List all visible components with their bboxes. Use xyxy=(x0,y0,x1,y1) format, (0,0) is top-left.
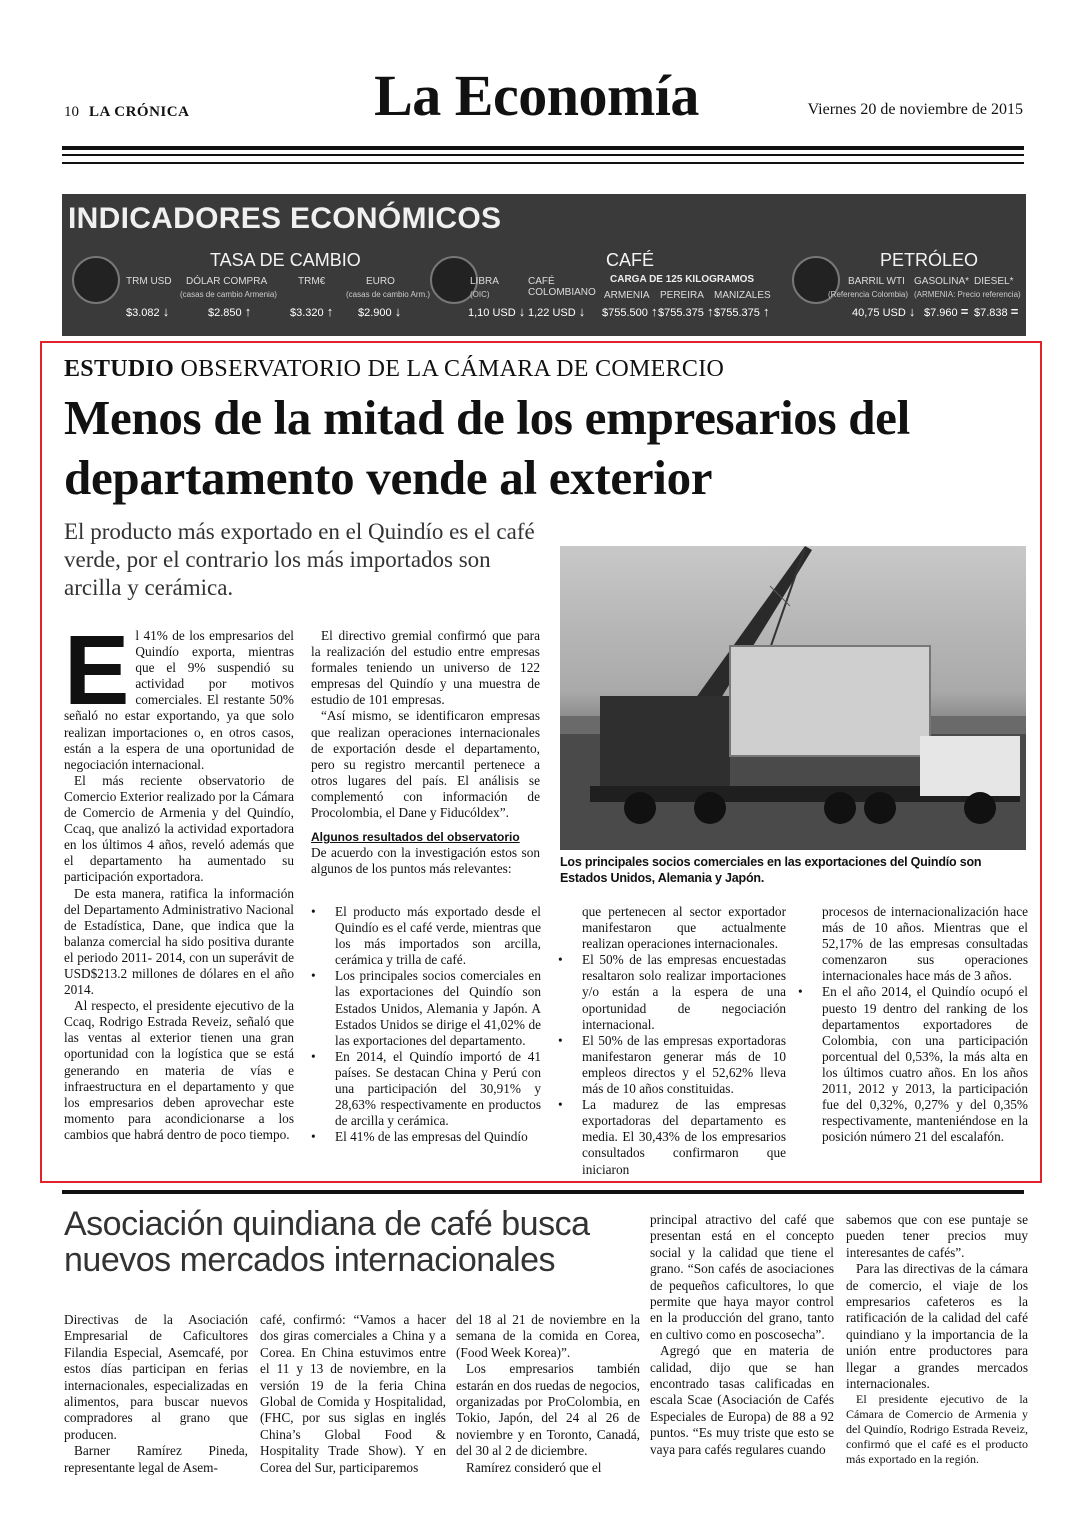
coffee-section: CAFÉ xyxy=(606,250,655,270)
indicator-value: 1,10 USD ↓ xyxy=(468,304,526,319)
paragraph: sabemos que con ese puntaje se pueden tener precios muy interesantes de cafés”. xyxy=(846,1212,1028,1260)
indicator-value: $3.082 ↓ xyxy=(126,304,170,319)
kicker-bold: ESTUDIO xyxy=(64,356,175,382)
list-item: • En el año 2014, el Quindío ocupó el puesto 19 dentro del ranking de los departamentos exportadores de Colombia, con una participación porcentual del 0,53%, la más alta en los últimos cuatro años. En los años 2011, 2012 y 2013, la participación fue del 0,32%, 0,27% y del 0,35% respectivamente, manteniéndose en la posición número 21 del escalafón. xyxy=(798,984,1028,1145)
paragraph: Directivas de la Asociación Empresarial de Caficultores Filandia Especial, Asemcafé, por estos días participan en ferias internacionales, especializadas en alimentos, para buscar nuevos compradores al grano que producen. xyxy=(64,1312,248,1442)
list-item-continued: procesos de internacionalización hace más de 10 años. Mientras que el 52,17% de las empresas consultadas comenzaron sus operaciones internacionales hace más de 3 años. xyxy=(822,904,1028,984)
indicator-label: EURO xyxy=(366,276,395,287)
paper-name: LA CRÓNICA xyxy=(89,104,190,120)
paragraph: l 41% de los empresarios del Quindío exporta, mientras que el 9% suspendió su actividad por motivos comerciales. El restante 50% señaló no estar exportando, ya que solo realizan importaciones o, en otros casos, están a la espera de una oportunidad de negociación internacional. xyxy=(64,628,294,772)
sidebar-intro: De acuerdo con la investigación estos son algunos de los puntos más relevantes: xyxy=(311,845,540,877)
indicator-label: GASOLINA* xyxy=(914,276,970,287)
indicator-value: 1,22 USD ↓ xyxy=(528,304,586,319)
paragraph: principal atractivo del café que presentan está en el concepto social y la calidad que tiene el grano. “Son cafés de asociaciones de pequeños caficultores, lo que permite que haya mayor control en la producción del grano, tanto en cultivo como en poscosecha”. xyxy=(650,1212,834,1342)
arrow-down-icon: ↓ xyxy=(908,304,916,319)
crane-truck-photo xyxy=(560,546,1026,850)
arrow-down-icon: ↓ xyxy=(394,304,402,319)
results-list-col-1 xyxy=(311,904,541,1145)
indicator-label: ARMENIA xyxy=(604,290,650,301)
indicator-label: PEREIRA xyxy=(660,290,704,301)
paragraph: café, confirmó: “Vamos a hacer dos giras comerciales a China y a Corea. En China estuvimos entre el 11 y 13 de noviembre, en la versión 19 de la feria China Global de Comida y Hospitalidad, (FHC, por sus siglas en inglés China’s Global Food & Hospitality Trade Show). Y en Corea del Sur, participaremos xyxy=(260,1312,446,1475)
exchange-rate-section: TASA DE CAMBIO xyxy=(210,250,361,270)
indicator-value: $755.375 ↑ xyxy=(714,304,770,319)
list-item: • El 50% de las empresas exportadoras manifestaron generar más de 10 empleos directos y el 52,62% lleva más de 10 años constituidas. xyxy=(558,1033,786,1097)
article-kicker xyxy=(64,356,724,383)
indicator-value: $755.375 ↑ xyxy=(658,304,714,319)
paragraph: Para las directivas de la cámara de comercio, el viaje de los empresarios cafeteros es la ratificación de la calidad del café quindiano y la importancia de la unión entre productores para llegar a grandes mercados internacionales. xyxy=(846,1261,1028,1392)
coffee-section-sub: CARGA DE 125 KILOGRAMOS xyxy=(610,274,755,285)
indicator-value: $3.320 ↑ xyxy=(290,304,334,319)
indicator-sub: (OIC) xyxy=(470,290,490,299)
article-deck: El producto más exportado en el Quindío es el café verde, por el contrario los más importados son arcilla y cerámica. xyxy=(64,519,535,600)
section-title: La Economía xyxy=(374,63,699,128)
indicator-label: CAFÉ COLOMBIANO xyxy=(528,276,596,298)
article-column-1 xyxy=(64,615,295,1143)
article-column-2 xyxy=(311,628,540,877)
indicator-label: DÓLAR COMPRA xyxy=(186,276,268,287)
economic-indicators-bar xyxy=(62,194,1026,336)
paragraph: Los empresarios también estarán en dos ruedas de negocios, organizadas por ProColombia, en Tokio, Japón, del 24 al 26 de noviembre y en Toronto, Canadá, del 30 al 2 de diciembre. xyxy=(456,1361,640,1459)
indicator-value: $2.850 ↑ xyxy=(208,304,252,319)
article2-column-5 xyxy=(846,1212,1028,1467)
oil-section: PETRÓLEO xyxy=(880,250,979,270)
list-item-continued: que pertenecen al sector exportador manifestaron que actualmente realizan operaciones internacionales. xyxy=(582,904,786,952)
photo-illustration xyxy=(560,546,1026,850)
indicator-sub: (ARMENIA: Precio referencia) xyxy=(914,290,1021,299)
photo-caption: Los principales socios comerciales en las exportaciones del Quindío son Estados Unidos, Alemania y Japón. xyxy=(560,855,982,885)
arrow-up-icon: ↑ xyxy=(326,304,334,319)
indicator-value: 40,75 USD ↓ xyxy=(852,304,916,319)
indicator-value: $2.900 ↓ xyxy=(358,304,402,319)
header-rule xyxy=(62,162,1024,164)
list-item: • El 50% de las empresas encuestadas resaltaron solo realizar importaciones y/o están a la espera de una oportunidad de negociación internacional. xyxy=(558,952,786,1032)
dollar-bill-icon xyxy=(72,256,120,304)
paragraph: De esta manera, ratifica la información del Departamento Administrativo Nacional de Estadística, Dane, que indica que la balanza comercial ha sido positiva durante el periodo 2011- 2014, con un superávit de USD$213.2 millones de dólares en el año 2014. xyxy=(64,885,294,998)
paragraph-small: El presidente ejecutivo de la Cámara de Comercio de Armenia y del Quindío, Rodrigo Estrada Reveiz, confirmó que el café es el producto más exportado en la región. xyxy=(846,1392,1028,1467)
drop-cap: E xyxy=(64,615,130,725)
page-number: 10 xyxy=(64,104,79,120)
indicator-label: LIBRA xyxy=(470,276,499,287)
paragraph: Ramírez consideró que el xyxy=(466,1459,602,1475)
arrow-up-icon: ↑ xyxy=(650,304,658,319)
list-item: • Los principales socios comerciales en las exportaciones del Quindío son Estados Unidos, Alemania y Japón. A Estados Unidos se dirige el 41,02% de las exportaciones del departamento. xyxy=(311,968,541,1048)
article2-headline: Asociación quindiana de café busca nuevos mercados internacionales xyxy=(64,1205,590,1279)
section-rule xyxy=(62,1190,1024,1194)
paragraph: del 18 al 21 de noviembre en la semana de la comida en Corea, (Food Week Korea)”. xyxy=(456,1312,640,1360)
indicators-title: INDICADORES ECONÓMICOS xyxy=(68,202,502,235)
paragraph: “Así mismo, se identificaron empresas que realizan operaciones internacionales de exportación desde el departamento, pero su registro mercantil pertenece a otros lugares del país. El análisis se complementó con información de Procolombia, el Dane y Fiducóldex”. xyxy=(311,708,540,821)
equal-icon: = xyxy=(1010,304,1019,319)
equal-icon: = xyxy=(960,304,969,319)
indicator-label: BARRIL WTI xyxy=(848,276,905,287)
arrow-up-icon: ↑ xyxy=(706,304,714,319)
sidebar-heading: Algunos resultados del observatorio xyxy=(311,830,520,845)
header-rule xyxy=(62,146,1024,150)
list-item: • La madurez de las empresas exportadoras del departamento es media. El 30,43% de los empresarios consultados confirmaron que iniciaron xyxy=(558,1097,786,1177)
article2-column-2 xyxy=(260,1312,446,1476)
indicator-label: DIESEL* xyxy=(974,276,1014,287)
article2-column-4 xyxy=(650,1212,834,1458)
paragraph: El más reciente observatorio de Comercio Exterior realizado por la Cámara de Comercio de Armenia y del Quindío, Ccaq, que analizó la actividad exportadora en los últimos 4 años, reveló además que el departamento ha aumentado su participación exportadora. xyxy=(64,772,295,885)
arrow-down-icon: ↓ xyxy=(518,304,526,319)
indicator-label: TRM€ xyxy=(298,276,326,287)
indicator-sub: (casas de cambio Armenia) xyxy=(180,290,277,299)
header-rule xyxy=(62,154,1024,156)
kicker-rest: OBSERVATORIO DE LA CÁMARA DE COMERCIO xyxy=(180,356,725,382)
article2-column-1 xyxy=(64,1312,248,1476)
indicator-sub: (casas de cambio Arm.) xyxy=(346,290,431,299)
arrow-down-icon: ↓ xyxy=(162,304,170,319)
paragraph: Agregó que en materia de calidad, dijo que se han encontrado tasas calificadas en escala Scae (Asociación de Cafés Especiales de Europa) de 88 a 92 puntos. “Es muy triste que esto se vaya para cafés regulares cuando xyxy=(650,1343,834,1457)
paragraph: El directivo gremial confirmó que para la realización del estudio entre empresas formales teniendo un universo de 122 empresas del Quindío y una muestra de estudio de 101 empresas. xyxy=(311,628,540,708)
list-item: • En 2014, el Quindío importó de 41 países. Se destacan China y Perú con una participación del 30,91% y 28,63% respectivamente en productos de arcilla y cerámica. xyxy=(311,1049,541,1129)
indicator-value: $7.960 = xyxy=(924,304,969,319)
arrow-up-icon: ↑ xyxy=(762,304,770,319)
paragraph: Barner Ramírez Pineda, representante legal de Asem- xyxy=(64,1443,248,1475)
list-item: • El 41% de las empresas del Quindío xyxy=(311,1129,541,1145)
list-item: • El producto más exportado desde el Quindío es el café verde, mientras que los más importados son arcilla, cerámica y trilla de café. xyxy=(311,904,541,968)
results-list-col-3 xyxy=(798,904,1028,1145)
indicator-value: $7.838 = xyxy=(974,304,1019,319)
indicator-sub: (Referencia Colombia) xyxy=(828,290,909,299)
arrow-up-icon: ↑ xyxy=(244,304,252,319)
indicator-label: TRM USD xyxy=(126,276,172,287)
article2-column-3 xyxy=(456,1312,640,1476)
article-headline: Menos de la mitad de los empresarios del departamento vende al exterior xyxy=(64,390,910,505)
arrow-down-icon: ↓ xyxy=(578,304,586,319)
indicator-value: $755.500 ↑ xyxy=(602,304,658,319)
paragraph: Al respecto, el presidente ejecutivo de la Ccaq, Rodrigo Estrada Reveiz, señaló que las ventas al exterior tienen una gran oportunidad con la logística que se está generando en materia de vías e infraestructura en el departamento y que los empresarios deben aprovechar este momento para acondicionarse a los cambios que habrá dentro de poco tiempo. xyxy=(64,998,294,1142)
results-list-col-2 xyxy=(558,904,786,1178)
issue-date: Viernes 20 de noviembre de 2015 xyxy=(807,101,1023,118)
indicator-label: MANIZALES xyxy=(714,290,771,301)
